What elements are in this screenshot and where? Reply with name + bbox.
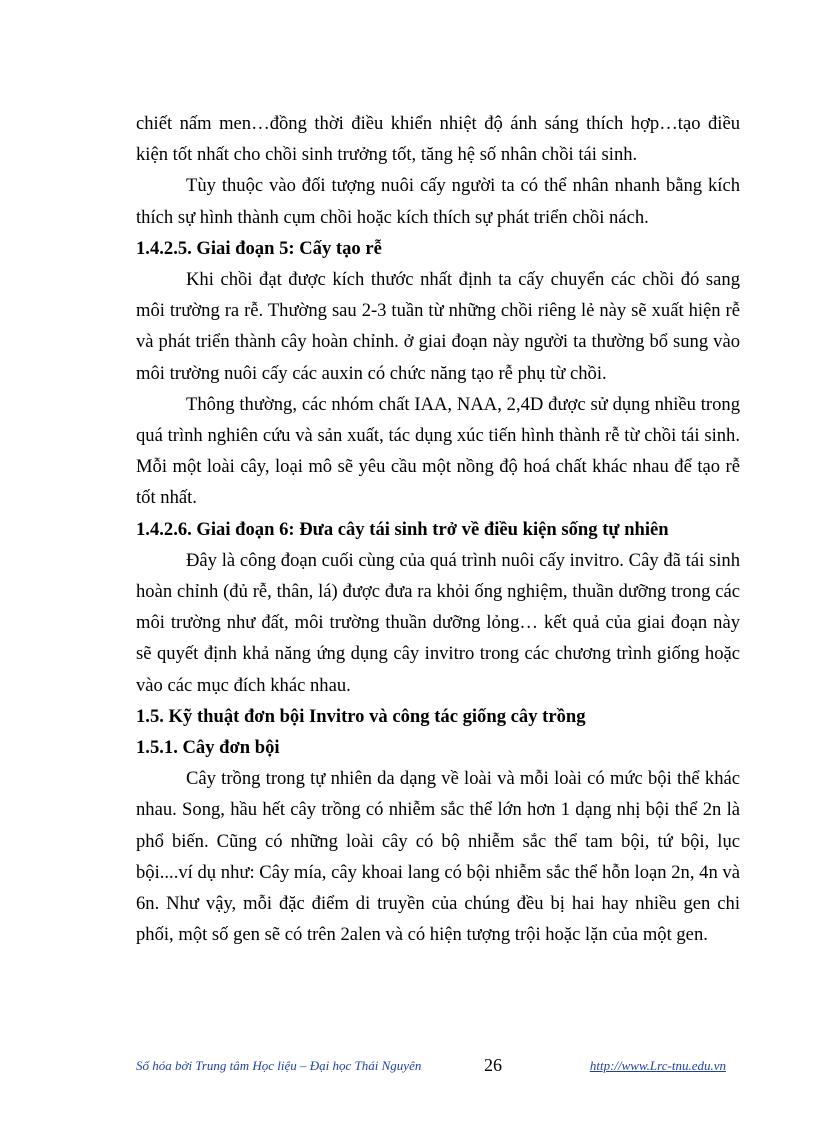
paragraph-auxin: Thông thường, các nhóm chất IAA, NAA, 2,4D được sử dụng nhiều trong quá trình nghiên cứu và sản xuất, tác dụng xúc tiến hình thành rễ từ chồi tái sinh. Mỗi một loài cây, loại mô sẽ yêu cầu một nồng độ hoá chất khác nhau để tạo rễ tốt nhất. (136, 393, 740, 509)
footer-url-link[interactable]: http://www.Lrc-tnu.edu.vn (589, 1058, 726, 1073)
paragraph-rooting: Khi chồi đạt được kích thước nhất định ta cấy chuyển các chồi đó sang môi trường ra rễ. Thường sau 2-3 tuần từ những chồi riêng lẻ này sẽ xuất hiện rễ và phát triển thành cây hoàn chỉnh. ở giai đoạn này người ta thường bổ sung vào môi trường nuôi cấy các auxin có chức năng tạo rễ phụ từ chồi. (136, 269, 740, 384)
heading-stage-5: 1.4.2.5. Giai đoạn 5: Cấy tạo rễ (136, 237, 382, 259)
paragraph-continuation: chiết nấm men…đồng thời điều khiển nhiệt độ ánh sáng thích hợp…tạo điều kiện tốt nhất cho chồi sinh trưởng tốt, tăng hệ số nhân chồi tái sinh. (136, 113, 740, 166)
page-number: 26 (484, 1055, 502, 1075)
heading-section-1-5: 1.5. Kỹ thuật đơn bội Invitro và công tác giống cây trồng (136, 705, 586, 727)
heading-stage-6: 1.4.2.6. Giai đoạn 6: Đưa cây tái sinh trở về điều kiện sống tự nhiên (136, 518, 669, 540)
paragraph-haploid: Cây trồng trong tự nhiên da dạng về loài và mỗi loài có mức bội thể khác nhau. Song, hầu hết cây trồng có nhiễm sắc thể lớn hơn 1 dạng nhị bội thể 2n là phổ biến. Cũng có những loài cây có bộ nhiễm sắc thể tam bội, tứ bội, lục bội....ví dụ như: Cây mía, cây khoai lang có bội nhiễm sắc thể hỗn loạn 2n, 4n và 6n. Như vậy, mỗi đặc điểm di truyền của chúng đều bị hai hay nhiều gen chi phối, một số gen sẽ có trên 2alen và có hiện tượng trội hoặc lặn của một gen. (136, 768, 740, 946)
footer-credit: Số hóa bởi Trung tâm Học liệu – Đại học Thái Nguyên (136, 1058, 422, 1073)
heading-section-1-5-1: 1.5.1. Cây đơn bội (136, 737, 280, 759)
paragraph-propagation: Tùy thuộc vào đối tượng nuôi cấy người ta có thể nhân nhanh bằng kích thích sự hình thành cụm chồi hoặc kích thích sự phát triển chồi nách. (136, 175, 740, 228)
page-footer (136, 1055, 740, 1080)
page-body (136, 108, 740, 950)
paragraph-acclimatization: Đây là công đoạn cuối cùng của quá trình nuôi cấy invitro. Cây đã tái sinh hoàn chỉnh (đủ rễ, thân, lá) được đưa ra khỏi ống nghiệm, thuần dưỡng trong các môi trường như đất, môi trường thuần dưỡng lỏng… kết quả của giai đoạn này sẽ quyết định khả năng ứng dụng cây invitro trong các chương trình giống hoặc vào các mục đích khác nhau. (136, 549, 740, 696)
